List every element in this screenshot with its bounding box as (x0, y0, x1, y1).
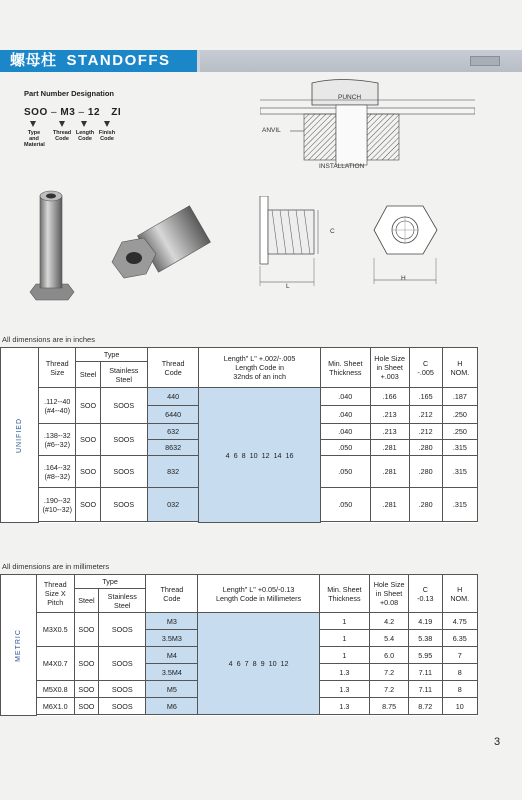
thread-code-cell: 3.5M3 (146, 630, 198, 647)
hole-size-cell: 7.2 (370, 681, 409, 698)
thread-size-cell: .138--32 (#6--32) (39, 424, 76, 456)
min-sheet-cell: 1 (319, 647, 369, 664)
header-length: Length" L" +.002/-.005 Length Code in 32nds of an inch (199, 348, 320, 388)
dim-l-label: L (286, 283, 290, 290)
stainless-cell: SOOS (99, 681, 146, 698)
installation-caption: INSTALLATION (319, 163, 365, 170)
thread-size-cell: .190--32 (#10--32) (39, 488, 76, 522)
h-cell: .315 (442, 440, 477, 456)
header-type: Type (74, 575, 146, 589)
c-cell: .280 (409, 488, 442, 522)
stainless-cell: SOOS (100, 488, 147, 522)
thread-code-cell: M5 (146, 681, 198, 698)
steel-cell: SOO (76, 424, 100, 456)
h-cell: .187 (442, 388, 477, 406)
standoff-photo (26, 184, 226, 306)
c-cell: 5.95 (409, 647, 442, 664)
page-title (0, 50, 197, 72)
h-cell: .250 (442, 424, 477, 440)
c-cell: 7.11 (409, 664, 442, 681)
hole-size-cell: 4.2 (370, 613, 409, 630)
thread-code-cell: 440 (147, 388, 199, 406)
part-code (24, 107, 121, 118)
header-length: Length" L" +0.05/-0.13 Length Code in Millimeters (198, 575, 319, 613)
header-steel: Steel (74, 589, 98, 613)
stainless-cell: SOOS (99, 647, 146, 681)
c-cell: .280 (409, 440, 442, 456)
length-codes-cell: 4 6 8 10 12 14 16 (199, 388, 320, 523)
hole-size-cell: 6.0 (370, 647, 409, 664)
hole-size-cell: .281 (370, 440, 409, 456)
metric-units-note: All dimensions are in millimeters (2, 562, 110, 571)
header-thread-size: Thread Size (39, 348, 76, 388)
inch-spec-table (0, 347, 478, 523)
hole-size-cell: 7.2 (370, 664, 409, 681)
min-sheet-cell: .040 (320, 388, 370, 406)
arrow-down-icon (104, 121, 110, 127)
h-cell: 6.35 (442, 630, 478, 647)
label-finish: Finish Code (98, 130, 116, 142)
header-c: C -0.13 (409, 575, 442, 613)
part-designation-title: Part Number Designation (24, 89, 115, 98)
min-sheet-cell: .050 (320, 440, 370, 456)
arrow-down-icon (30, 121, 36, 127)
c-cell: 4.19 (409, 613, 442, 630)
thread-size-cell: .164--32 (#8--32) (39, 456, 76, 488)
h-cell: 7 (442, 647, 478, 664)
thread-size-cell: .112--40 (#4--40) (39, 388, 76, 424)
hole-size-cell: .213 (370, 406, 409, 424)
label-length: Length Code (75, 130, 95, 142)
header-c: C -.005 (409, 348, 442, 388)
header-stainless: Stainless Steel (99, 589, 146, 613)
metric-side-label: METRIC (1, 575, 37, 716)
h-cell: .315 (442, 456, 477, 488)
stainless-cell: SOOS (99, 698, 146, 715)
hole-size-cell: .213 (370, 424, 409, 440)
hole-size-cell: 5.4 (370, 630, 409, 647)
h-cell: .315 (442, 488, 477, 522)
arrow-down-icon (59, 121, 65, 127)
min-sheet-cell: 1 (319, 630, 369, 647)
c-cell: .212 (409, 406, 442, 424)
min-sheet-cell: .040 (320, 406, 370, 424)
steel-cell: SOO (74, 647, 98, 681)
title-english: STANDOFFS (66, 52, 171, 69)
page-number: 3 (494, 736, 501, 748)
hole-size-cell: .281 (370, 456, 409, 488)
thread-code-cell: 6440 (147, 406, 199, 424)
steel-cell: SOO (76, 456, 100, 488)
code-type: SOO (24, 107, 48, 118)
hole-size-cell: .166 (370, 388, 409, 406)
header-min-sheet: Min. Sheet Thickness (319, 575, 369, 613)
thread-size-cell: M4X0.7 (36, 647, 74, 681)
code-dash: – (78, 107, 85, 118)
stainless-cell: SOOS (100, 388, 147, 424)
inch-side-label: UNIFIED (1, 348, 39, 523)
metric-spec-table (0, 574, 478, 716)
steel-cell: SOO (76, 488, 100, 522)
thread-code-cell: 032 (147, 488, 199, 522)
thread-size-cell: M6X1.0 (36, 698, 74, 715)
thread-code-cell: 3.5M4 (146, 664, 198, 681)
header-hole-size: Hole Size in Sheet +.003 (370, 348, 409, 388)
thread-code-cell: M3 (146, 613, 198, 630)
h-cell: 4.75 (442, 613, 478, 630)
min-sheet-cell: 1 (319, 613, 369, 630)
h-cell: .250 (442, 406, 477, 424)
c-cell: 5.38 (409, 630, 442, 647)
code-length: 12 (87, 107, 101, 118)
side-view-diagram (256, 196, 326, 294)
thread-code-cell: M6 (146, 698, 198, 715)
header-min-sheet: Min. Sheet Thickness (320, 348, 370, 388)
steel-cell: SOO (74, 698, 98, 715)
stainless-cell: SOOS (100, 456, 147, 488)
code-finish: ZI (111, 107, 122, 118)
steel-cell: SOO (76, 388, 100, 424)
header-thread-code: Thread Code (146, 575, 198, 613)
stainless-cell: SOOS (100, 424, 147, 456)
min-sheet-cell: 1.3 (319, 681, 369, 698)
c-cell: 7.11 (409, 681, 442, 698)
steel-cell: SOO (74, 613, 98, 647)
arrow-down-icon (81, 121, 87, 127)
dim-h-label: H (401, 275, 406, 282)
code-thread: M3 (60, 107, 76, 118)
thread-size-cell: M3X0.5 (36, 613, 74, 647)
h-cell: 10 (442, 698, 478, 715)
punch-label: PUNCH (338, 94, 362, 101)
c-cell: .212 (409, 424, 442, 440)
min-sheet-cell: 1.3 (319, 698, 369, 715)
length-codes-cell: 4 6 7 8 9 10 12 (198, 613, 319, 715)
hole-size-cell: 8.75 (370, 698, 409, 715)
thread-code-cell: 832 (147, 456, 199, 488)
header-type: Type (76, 348, 147, 362)
label-type: Type and Material (24, 130, 45, 148)
dim-c-label: C (330, 228, 335, 235)
code-dash: – (51, 107, 58, 118)
title-chinese: 螺母柱 (10, 52, 57, 69)
inch-units-note: All dimensions are in inches (2, 335, 95, 344)
c-cell: 8.72 (409, 698, 442, 715)
thread-code-cell: M4 (146, 647, 198, 664)
header-h: H NOM. (442, 348, 477, 388)
thread-code-cell: 8632 (147, 440, 199, 456)
h-cell: 8 (442, 681, 478, 698)
min-sheet-cell: .050 (320, 456, 370, 488)
min-sheet-cell: 1.3 (319, 664, 369, 681)
hole-size-cell: .281 (370, 488, 409, 522)
header-thread-size: Thread Size X Pitch (36, 575, 74, 613)
thread-code-cell: 632 (147, 424, 199, 440)
installation-diagram (260, 78, 475, 178)
c-cell: .280 (409, 456, 442, 488)
thread-size-cell: M5X0.8 (36, 681, 74, 698)
anvil-label: ANVIL (262, 127, 281, 134)
h-cell: 8 (442, 664, 478, 681)
header-thread-code: Thread Code (147, 348, 199, 388)
header-hole-size: Hole Size in Sheet +0.08 (370, 575, 409, 613)
c-cell: .165 (409, 388, 442, 406)
header-decoration (470, 56, 500, 66)
min-sheet-cell: .050 (320, 488, 370, 522)
header-steel: Steel (76, 362, 100, 388)
min-sheet-cell: .040 (320, 424, 370, 440)
header-stainless: Stainless Steel (100, 362, 147, 388)
steel-cell: SOO (74, 681, 98, 698)
label-thread: Thread Code (52, 130, 72, 142)
header-h: H NOM. (442, 575, 478, 613)
stainless-cell: SOOS (99, 613, 146, 647)
